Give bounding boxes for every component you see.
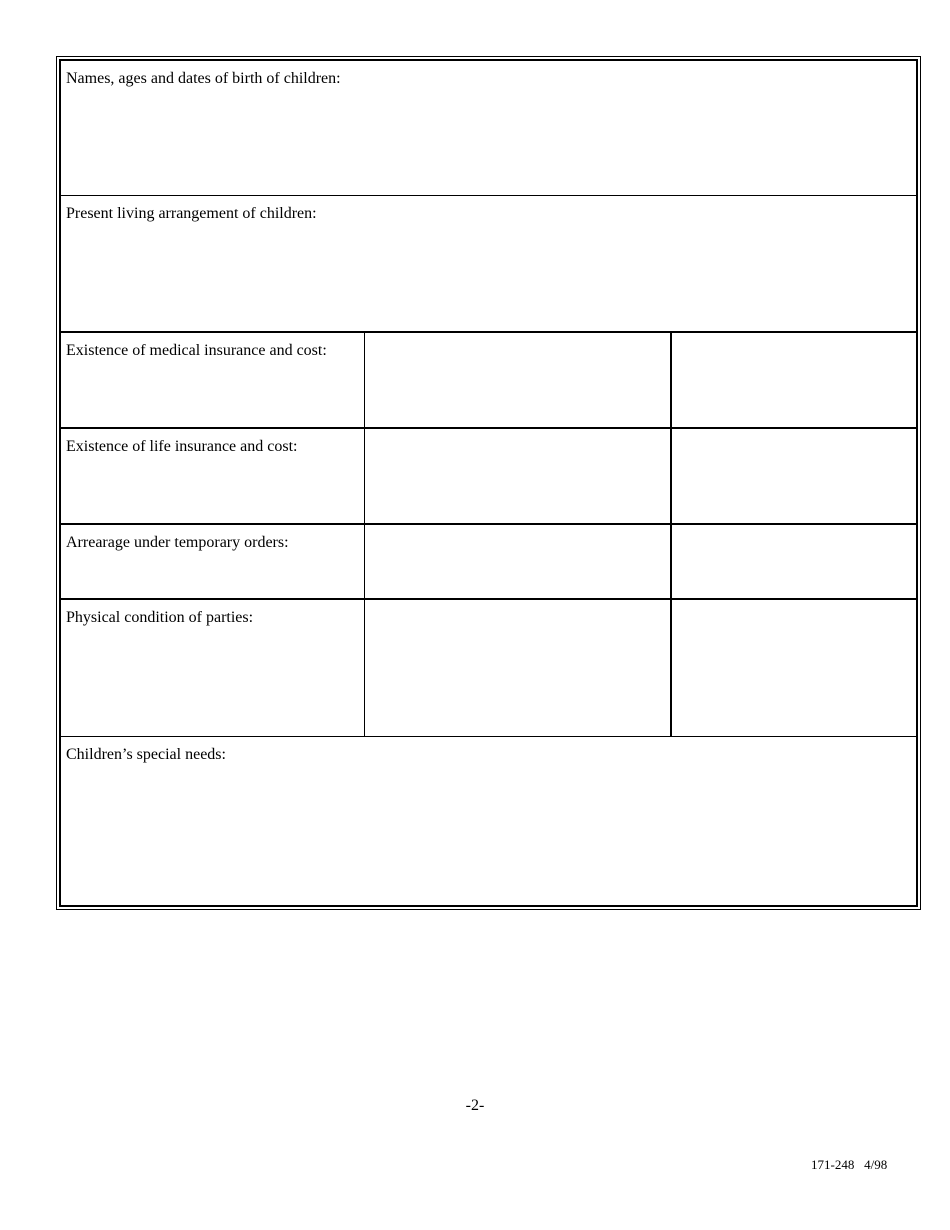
label-physical-condition: Physical condition of parties: [66,609,254,626]
row-special-needs [61,737,916,905]
row-life-insurance [61,429,916,525]
form-table-inner [59,59,918,907]
cell-life-insurance-party-1[interactable] [365,429,672,523]
cell-medical-insurance-party-1[interactable] [365,333,672,427]
label-life-insurance: Existence of life insurance and cost: [66,438,298,455]
row-physical-condition [61,600,916,737]
cell-arrearage-label [61,525,365,598]
cell-physical-condition-label [61,600,365,736]
cell-arrearage-party-2[interactable] [672,525,916,598]
cell-physical-condition-party-2[interactable] [672,600,916,736]
row-arrearage [61,525,916,600]
cell-physical-condition-party-1[interactable] [365,600,672,736]
label-special-needs: Children’s special needs: [66,746,226,763]
cell-life-insurance-party-2[interactable] [672,429,916,523]
label-living-arrangement: Present living arrangement of children: [66,205,317,222]
label-children-names: Names, ages and dates of birth of children: [66,70,341,87]
row-living-arrangement [61,196,916,333]
cell-medical-insurance-party-2[interactable] [672,333,916,427]
form-table [56,56,921,910]
label-medical-insurance: Existence of medical insurance and cost: [66,342,327,359]
page-number: -2- [465,1097,485,1114]
cell-medical-insurance-label [61,333,365,427]
cell-life-insurance-label [61,429,365,523]
row-children-names [61,61,916,196]
form-id: 171-248 4/98 [811,1157,888,1172]
cell-arrearage-party-1[interactable] [365,525,672,598]
label-arrearage: Arrearage under temporary orders: [66,534,289,551]
row-medical-insurance [61,333,916,429]
